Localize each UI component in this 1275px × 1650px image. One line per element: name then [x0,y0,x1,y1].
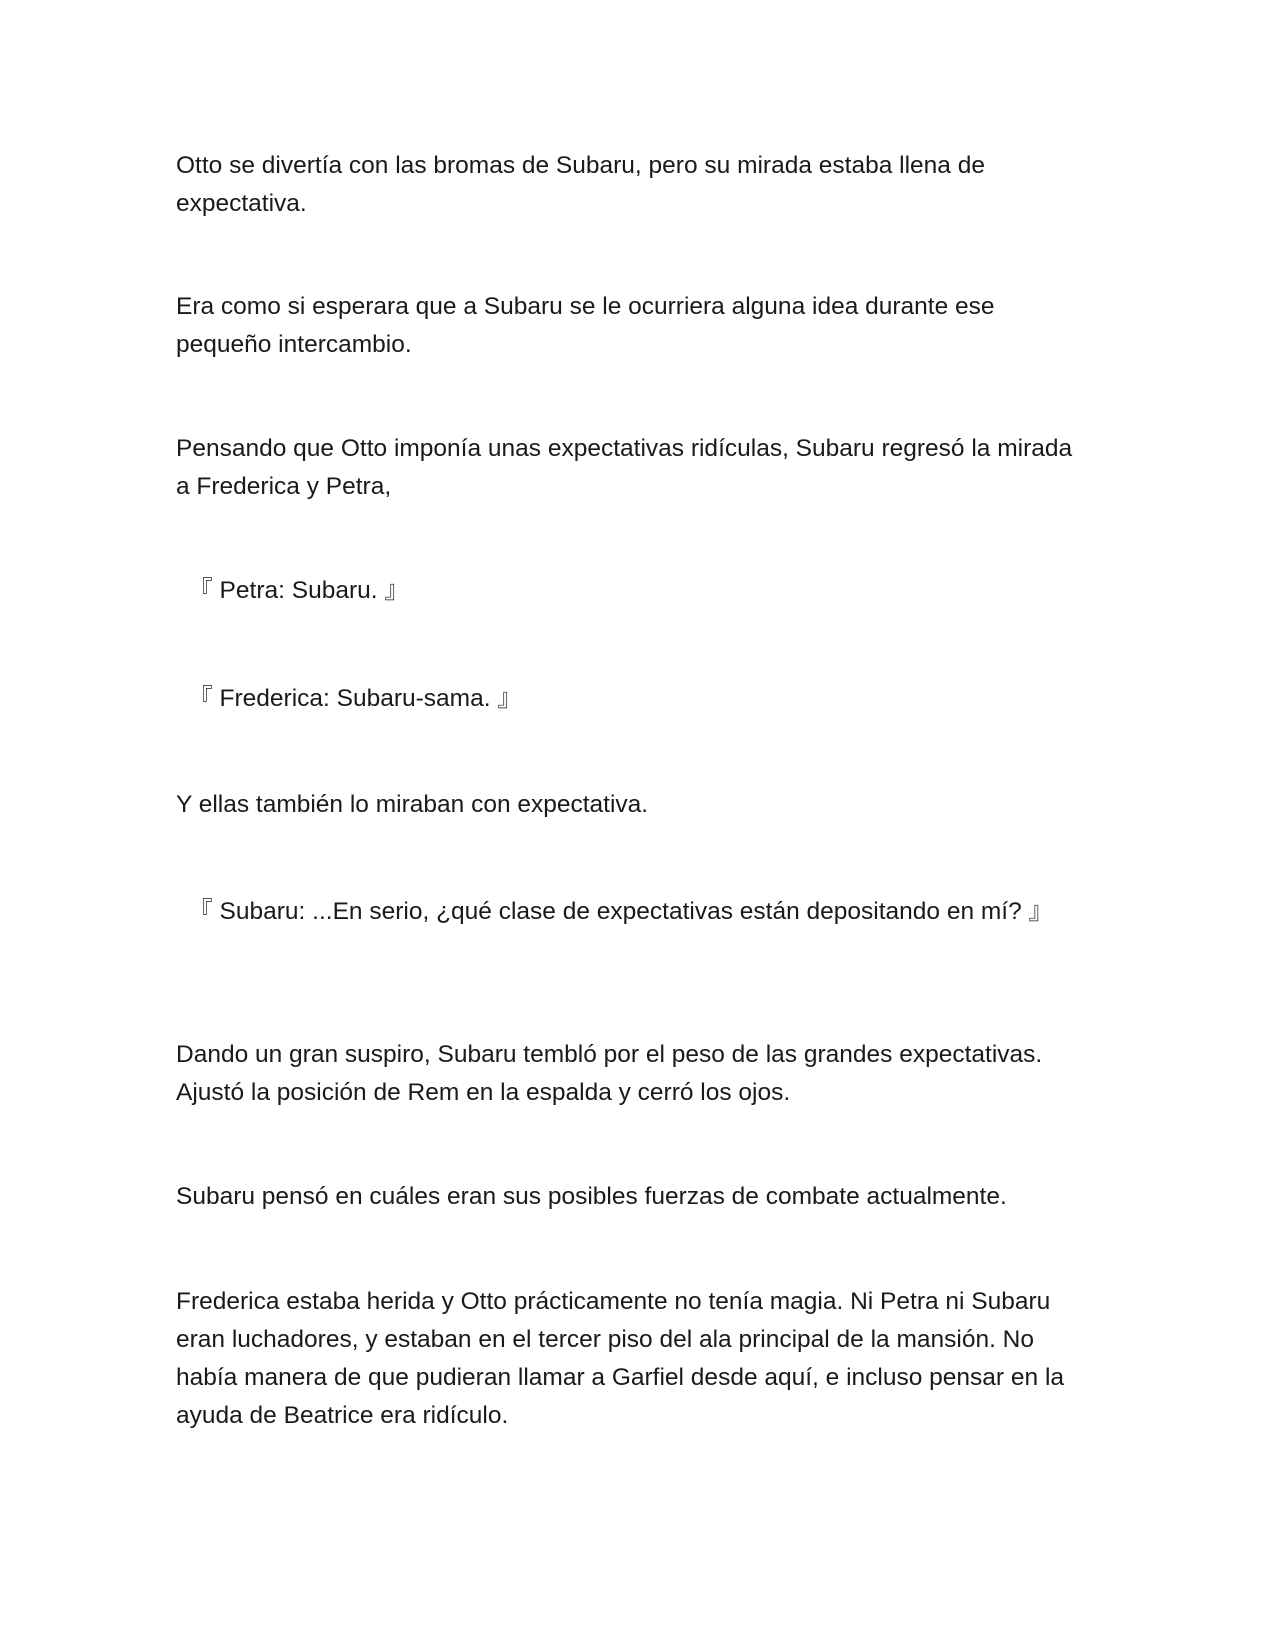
paragraph: Pensando que Otto imponía unas expectativas ridículas, Subaru regresó la mirada a Frederica y Petra, [176,435,1079,500]
dialogue-line: 『 Frederica: Subaru-sama. 』 [176,685,522,712]
paragraph: Otto se divertía con las bromas de Subaru, pero su mirada estaba llena de expectativa. [176,152,992,217]
paragraph: Era como si esperara que a Subaru se le ocurriera alguna idea durante ese pequeño intercambio. [176,293,1002,358]
paragraph: Frederica estaba herida y Otto prácticamente no tenía magia. Ni Petra ni Subaru eran luchadores, y estaban en el tercer piso del ala principal de la mansión. No había manera de que pudieran llamar a Garfiel desde aquí, e incluso pensar en la ayuda de Beatrice era ridículo. [176,1288,1071,1429]
dialogue-line: 『 Petra: Subaru. 』 [176,577,409,604]
dialogue-line: 『 Subaru: ...En serio, ¿qué clase de expectativas están depositando en mí? 』 [176,898,1054,925]
paragraph: Dando un gran suspiro, Subaru tembló por el peso de las grandes expectativas. Ajustó la posición de Rem en la espalda y cerró los ojos. [176,1041,1048,1106]
paragraph: Subaru pensó en cuáles eran sus posibles fuerzas de combate actualmente. [176,1183,1007,1210]
paragraph: Y ellas también lo miraban con expectativa. [176,791,649,818]
